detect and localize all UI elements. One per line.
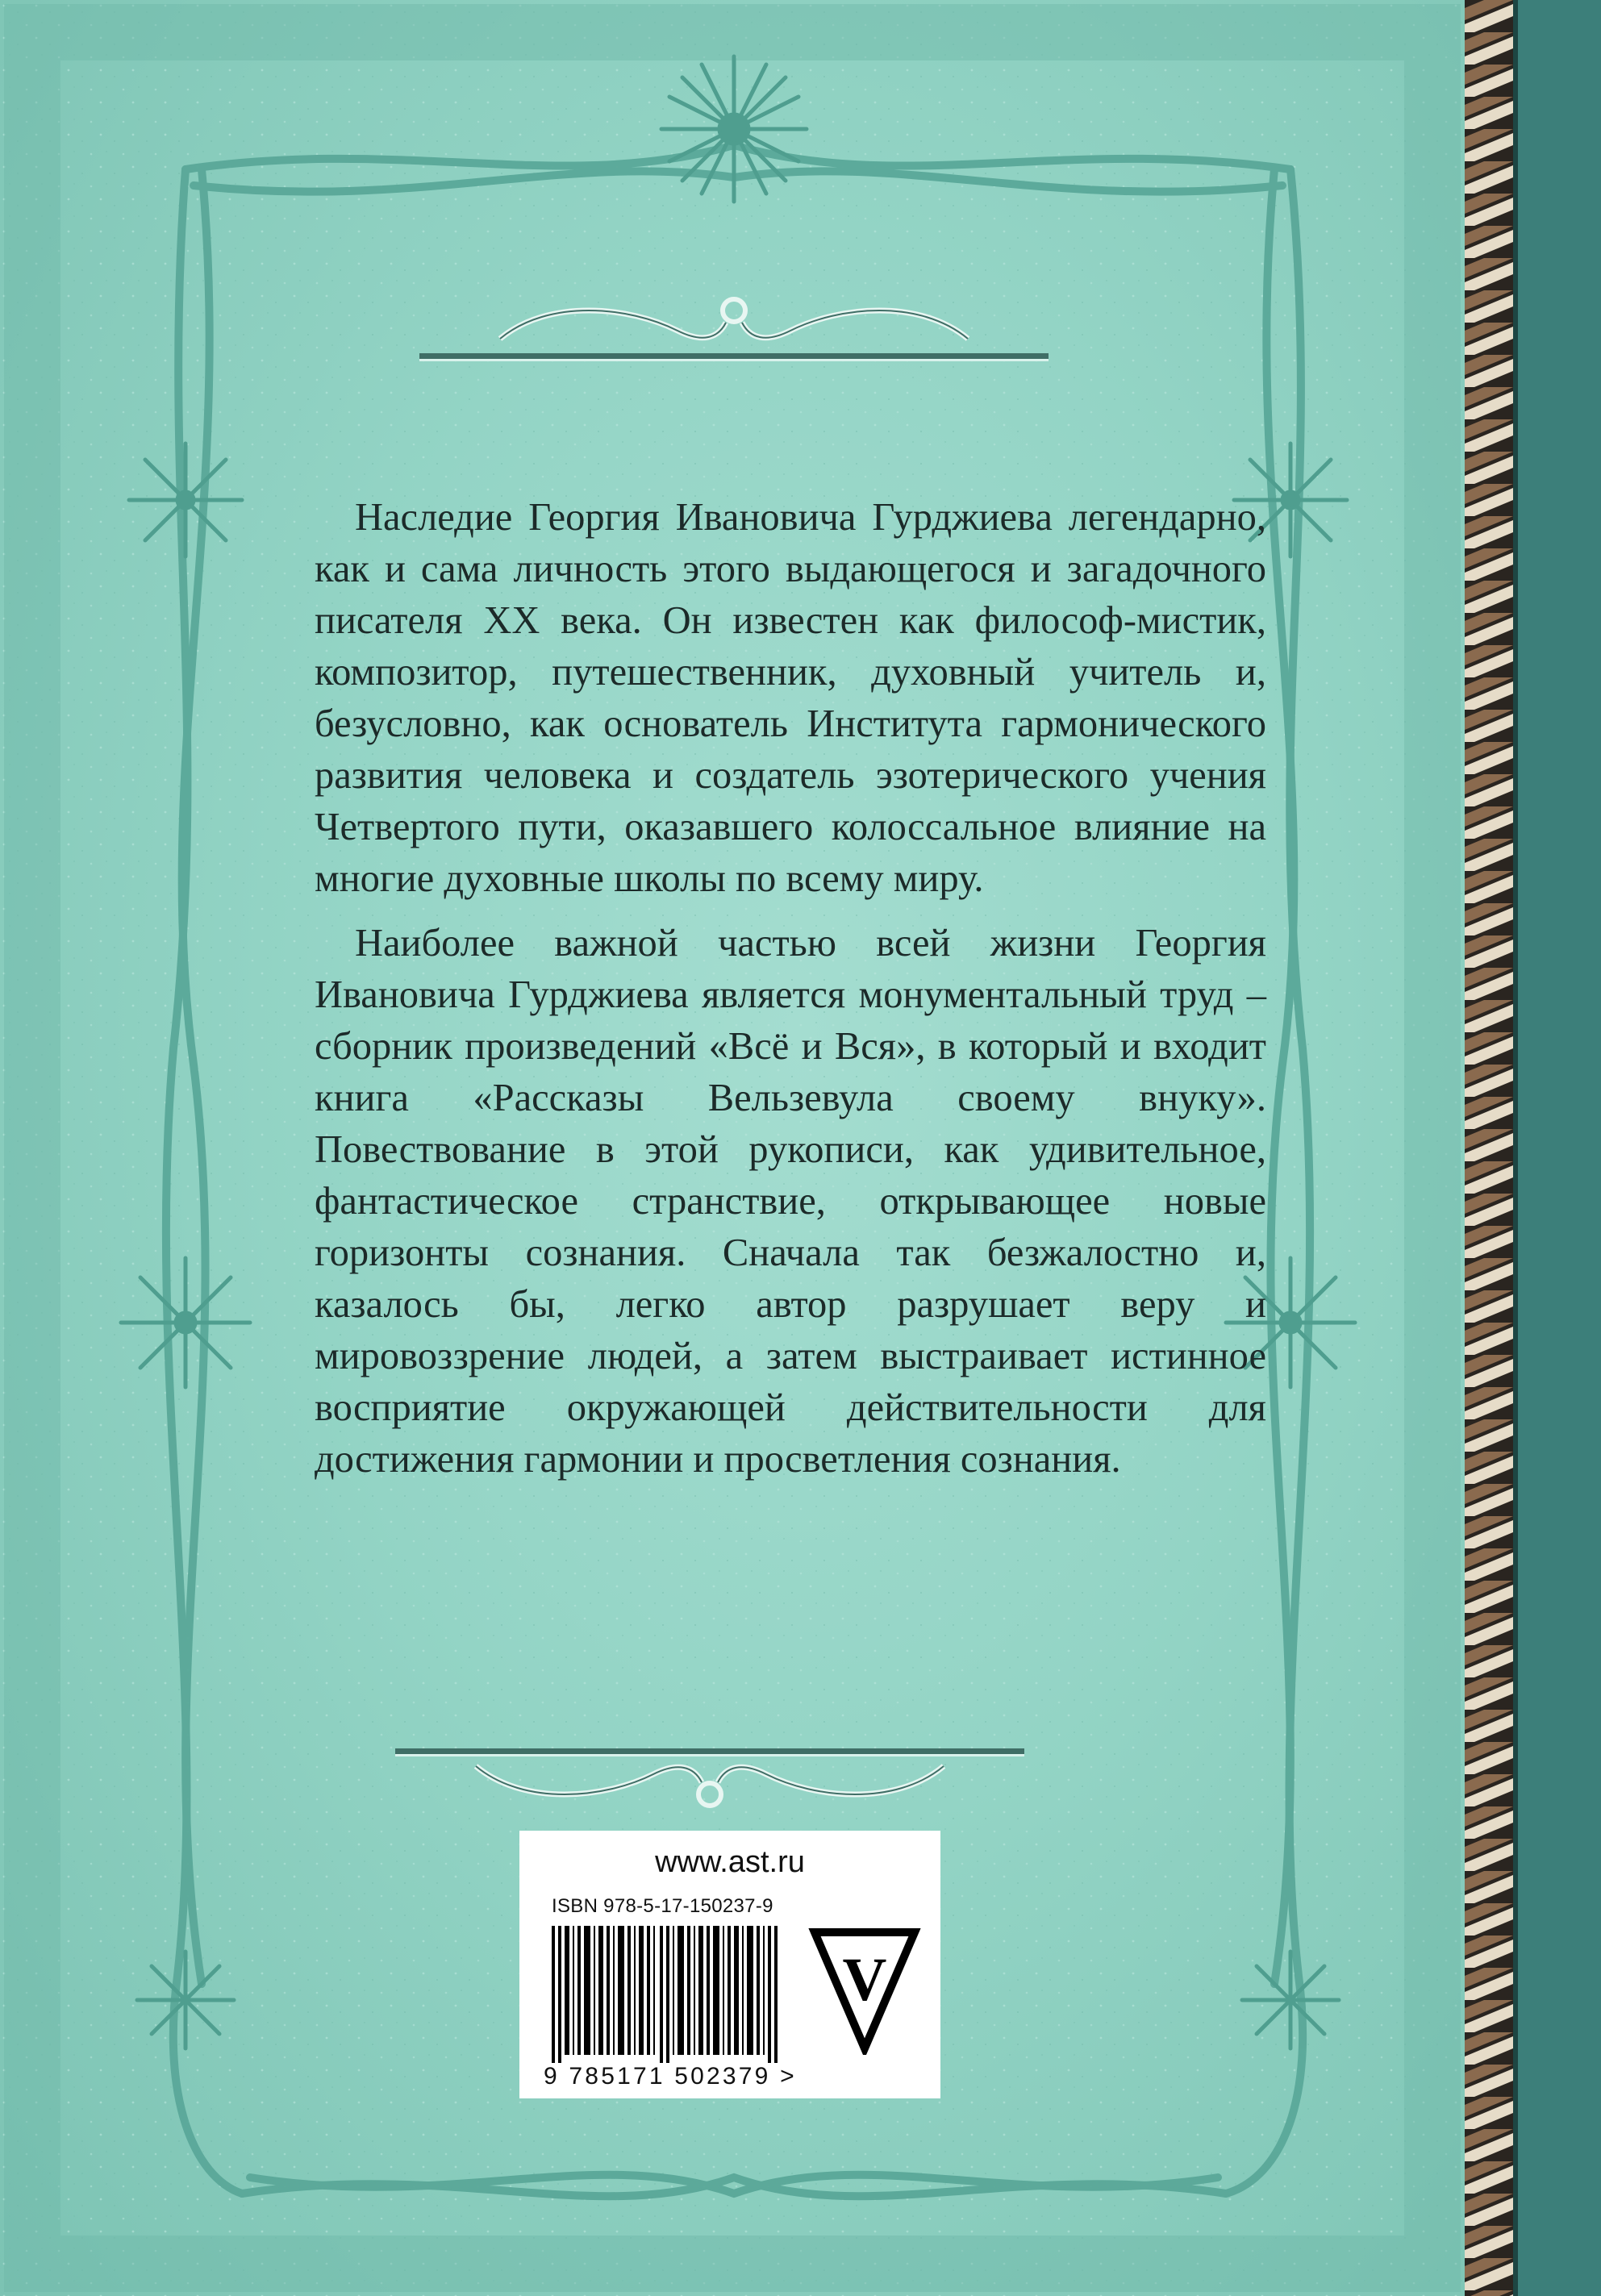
publisher-website: www.ast.ru bbox=[655, 1845, 805, 1879]
isbn-number: ISBN 978-5-17-150237-9 bbox=[552, 1895, 773, 1917]
description-paragraph-2: Наиболее важной частью всей жизни Георгия Ивановича Гурджиева является монументальный труд – сборник произведений «Всё и Вся», в который и входит книга «Рассказы Вельзевула своему внуку». Повествование в этой рукописи, как удивительное, фантастическое странствие, открывающее новые горизонты сознания. Сначала так безжалостно и, казалось бы, легко автор разрушает веру и мировоззрение людей, а затем выстраивает истинное восприятие окружающей действительности для достижения гармонии и просветления сознания. bbox=[315, 922, 1266, 1481]
barcode bbox=[552, 1926, 794, 2063]
barcode-digits: 9 785171 502379 > bbox=[544, 2063, 797, 2090]
description-paragraph-1: Наследие Георгия Ивановича Гурджиева легендарно, как и сама личность этого выдающегося и загадочного писателя XX века. Он известен как философ-мистик, композитор, путешественник, духовный учитель и, безусловно, как основатель Института гармонического развития человека и создатель эзотерического учения Четвертого пути, оказавшего колоссальное влияние на многие духовные школы по всему миру. bbox=[315, 496, 1266, 900]
book-description bbox=[315, 492, 1266, 1498]
publisher-logo-icon bbox=[808, 1926, 921, 2055]
publisher-mark-letter: V bbox=[842, 1946, 887, 2014]
barcode-panel bbox=[519, 1831, 940, 2098]
twisted-rope-spine bbox=[1465, 0, 1601, 2296]
